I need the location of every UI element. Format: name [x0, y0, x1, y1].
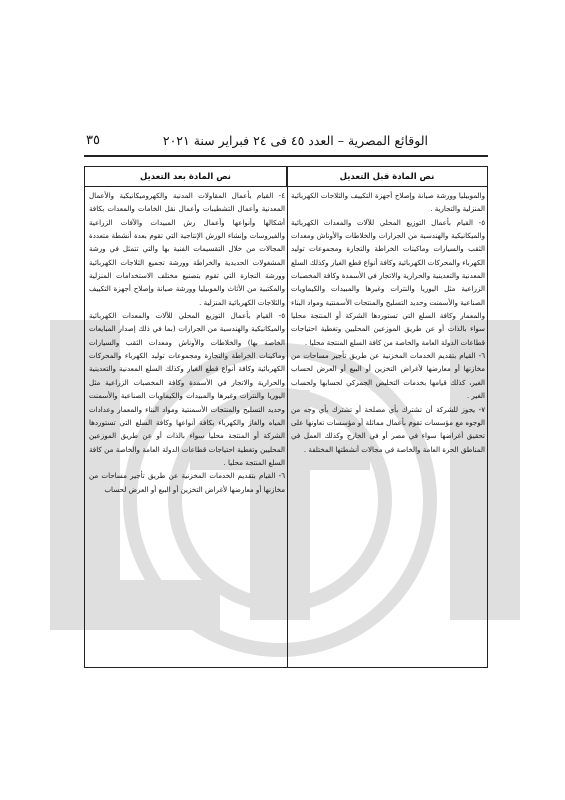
after-paragraph: ٦- القيام بتقديم الخدمات المخزنية عن طريق تأجير مساحات من مخازنها أو معارضها لأغراض التخزين أو البيع أو العرض لحساب: [89, 471, 285, 494]
before-paragraph: ٥- القيام بأعمال التوزيع المحلي للآلات والمعدات الكهربائية والميكانيكية والهندسية من الجرارات والخلاطات والأوناش ومعدات الثقب والسيارات وماكينات الخراطة والتجارة ومجموعات توليد الكهرباء والمحركات الكهربائية وكافة أنواع قطع الغيار وكذلك السلع المعدنية والتعدينية والحرارية والاتجار في الأسمدة وكافة المخصبات الزراعية مثل اليوريا والنترات وغيرها والمبيدات والكيماويات الصناعية والأسمنت وحديد التسليح والمنتجات الأسمنتية ومواد البناء والمعمار وكافة السلع التي تستوردها الشركة أو المنتجة محليا سواء بالذات أو عن طريق الموزعين المحليين وتغطية احتياجات قطاعات الدولة العامة والخاصة من كافة السلع المنتجة محليا .: [291, 217, 485, 347]
page-header: [84, 133, 488, 159]
after-paragraph: ٥- القيام بأعمال التوزيع المحلي للآلات والمعدات الكهربائية والميكانيكية والهندسية من الجرارات (بما في ذلك إصدار المبايعات الخاصة بها) والخلاطات والأوناش ومعدات الثقب والسيارات وماكينات الخراطة والتجارة ومجموعات توليد الكهرباء والمحركات الكهربائية وكافة أنواع قطع الغيار وكذلك السلع المعدنية والتعدينية والحرارية والاتجار في الأسمدة وكافة المخصبات الزراعية مثل اليوريا والنترات وغيرها والمبيدات والكيماويات الصناعية والأسمنت وحديد التسليح والمنتجات الأسمنتية ومواد البناء والمعمار وعدادات المياه والغاز والكهرباء بكافة أنواعها وكافة السلع التي تستوردها الشركة أو المنتجة محليا سواء بالذات أو عن طريق الموزعين المحليين وتغطية احتياجات قطاعات الدولة العامة والخاصة من كافة السلع المنتجة محليا .: [89, 311, 285, 467]
before-paragraph: ٧- يجوز للشركة أن تشترك بأي مصلحة أو تشترك بأي وجه من الوجوه مع مؤسسات تقوم بأعمال مماثلة أو مؤسسات تعاونها على تحقيق أغراضها سواء في مصر أو في الخارج وكذلك العمل في المناطق الحرة العامة والخاصة في مجالات أنشطتها المختلفة .: [291, 404, 485, 454]
page-number: ٣٥: [86, 133, 100, 148]
after-column-text: [89, 189, 285, 667]
header-rule: [84, 155, 488, 157]
before-column-text: [291, 189, 485, 667]
after-paragraph: ٤- القيام بأعمال المقاولات المدنية والكهروميكانيكية والأعمال المعدنية وأعمال التشطيبات وأعمال نقل الخامات والمعدات بكافة أشكالها وأنواعها وأعمال رش المبيدات والآفات الزراعية والفيروسات وإنشاء الورش الإنتاجية التي تقوم بعدة أنشطة متعددة المجالات من خلال التقسيمات الفنية بها والتي تتمثل في ورشة المشغولات الحديدية والخراطة وورشة تجميع الثلاجات الكهربائية وورشة النجارة التي تقوم بتصنيع مختلف الاستخدامات المنزلية والمكتبية من الأثاث والموبيليا وورشة صيانة وإصلاح أجهزة التكييف والثلاجات الكهربائية المنزلية .: [89, 191, 285, 307]
after-column-header: نص المادة بعد التعديل: [85, 167, 287, 187]
amendment-table: [84, 166, 488, 668]
gazette-title: الوقائع المصرية – العدد ٤٥ فى ٢٤ فبراير سنة ٢٠٢١: [162, 133, 428, 148]
before-column-header: نص المادة قبل التعديل: [287, 167, 487, 187]
before-paragraph: ٦- القيام بتقديم الخدمات المخزنية عن طريق تأجير مساحات من مخازنها أو معارضها لأغراض التخزين أو البيع أو العرض لحساب الغير، كذلك قيامها بخدمات التخليص الجمركي لحسابها ولحساب الغير .: [291, 351, 485, 401]
before-paragraph: والموبيليا وورشة صيانة وإصلاح أجهزة التكييف والثلاجات الكهربائية المنزلية والتجارية .: [291, 191, 485, 214]
column-divider: [287, 167, 288, 667]
